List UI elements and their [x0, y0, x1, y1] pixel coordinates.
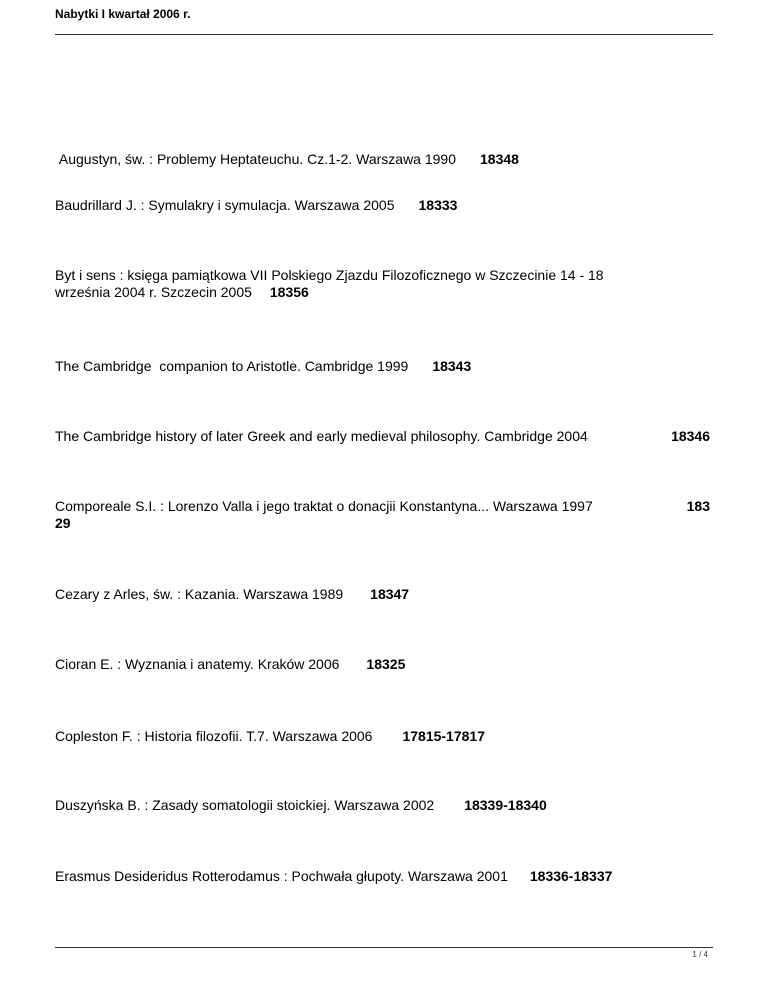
entry-title: The Cambridge history of later Greek and early medieval philosophy. Cambridge 2004: [55, 428, 588, 444]
entry-title: Cioran E. : Wyznania i anatemy. Kraków 2006: [55, 656, 340, 672]
list-item: [55, 498, 710, 532]
header-rule: [55, 34, 713, 35]
list-item: [55, 151, 710, 168]
entry-title: Erasmus Desideridus Rotterodamus : Pochwała głupoty. Warszawa 2001: [55, 868, 508, 884]
entry-signature: 18336-18337: [529, 868, 613, 884]
entry-title: Copleston F. : Historia filozofii. T.7. Warszawa 2006: [55, 728, 373, 744]
list-item: [55, 868, 710, 885]
entry-signature: 18348: [480, 151, 519, 167]
entry-signature: 18339-18340: [464, 797, 547, 813]
entry-title-line: września 2004 r. Szczecin 2005: [55, 284, 252, 300]
entry-signature: 18347: [370, 586, 410, 602]
list-item: [55, 428, 710, 445]
list-item: [55, 797, 710, 814]
entry-signature: 18343: [432, 358, 472, 374]
entry-title: Augustyn, św. : Problemy Heptateuchu. Cz.1-2. Warszawa 1990: [55, 151, 457, 167]
entry-title: Cezary z Arles, św. : Kazania. Warszawa 1989: [55, 586, 344, 602]
entry-signature: 17815-17817: [402, 728, 485, 744]
page-number: 1 / 4: [692, 950, 708, 959]
entry-signature: 18325: [366, 656, 406, 672]
entry-signature: 18346: [671, 428, 710, 444]
entry-signature: 18356: [269, 284, 309, 300]
list-item: [55, 267, 710, 301]
entry-title: The Cambridge companion to Aristotle. Cambridge 1999: [55, 358, 409, 374]
list-item: [55, 586, 710, 603]
entry-signature: 18333: [418, 197, 458, 213]
entry-signature-continued: 29: [55, 515, 71, 531]
list-item: [55, 197, 710, 214]
list-item: [55, 728, 710, 745]
entry-signature: 183: [686, 498, 710, 514]
list-item: [55, 656, 710, 673]
footer-rule: [55, 947, 713, 948]
page-header-title: Nabytki I kwartał 2006 r.: [55, 7, 191, 21]
entry-title-line: Byt i sens : księga pamiątkowa VII Polskiego Zjazdu Filozoficznego w Szczecinie 14 - 18: [55, 267, 604, 283]
list-item: [55, 358, 710, 375]
entry-title: Baudrillard J. : Symulakry i symulacja. Warszawa 2005: [55, 197, 395, 213]
entry-title: Comporeale S.I. : Lorenzo Valla i jego traktat o donacjii Konstantyna... Warszawa 1997: [55, 498, 593, 514]
entry-title: Duszyńska B. : Zasady somatologii stoickiej. Warszawa 2002: [55, 797, 435, 813]
